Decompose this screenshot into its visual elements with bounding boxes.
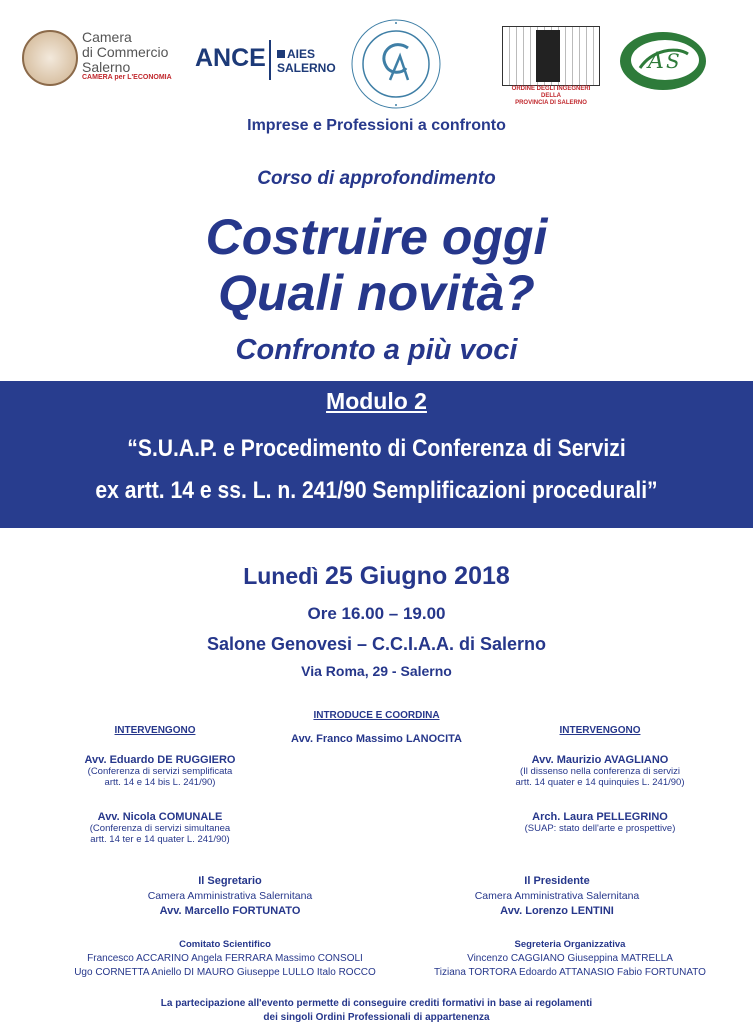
right-speaker-1: Avv. Maurizio AVAGLIANO (Il dissenso nella conferenza di servizi artt. 14 quater e 14 quinquies L. 241/90) [515,754,685,788]
secretary-block: Il Segretario Camera Amministrativa Salernitana Avv. Marcello FORTUNATO [147,875,313,917]
svg-text:S: S [666,49,680,73]
center-heading: INTRODUCE E COORDINA [313,710,440,721]
svg-text:A: A [648,49,664,74]
camera-amministrativa-logo [350,18,442,110]
camera-logo-subtitle: CAMERA per L'ECONOMIA [82,74,172,81]
as-logo [618,30,708,92]
president-block: Il Presidente Camera Amministrativa Salernitana Avv. Lorenzo LENTINI [474,875,640,917]
ordine-pillar-icon [536,30,560,82]
footer-line1: La partecipazione all'evento permette di conseguire crediti formativi in base ai regolamenti [160,998,593,1009]
module-label: Modulo 2 [326,388,427,414]
organizing-secretariat: Segreteria Organizzativa Vincenzo CAGGIANO Giuseppina MATRELLA Tiziana TORTORA Edoardo ATTANASIO Fabio FORTUNATO [434,939,706,978]
main-title-line2: Quali novità? [218,265,535,321]
footer-line2: dei singoli Ordini Professionali di appartenenza [263,1012,490,1023]
left-speaker-1: Avv. Eduardo DE RUGGIERO (Conferenza di servizi semplificata artt. 14 e 14 bis L. 241/90) [84,754,236,788]
scientific-committee: Comitato Scientifico Francesco ACCARINO Angela FERRARA Massimo CONSOLI Ugo CORNETTA Aniello DI MAURO Giuseppe LULLO Italo ROCCO [74,939,376,978]
ance-text: ANCE [195,44,266,72]
main-title-line1: Costruire oggi [205,209,548,265]
camera-seal-icon [22,30,78,86]
aies-text: AIES SALERNO [277,47,336,75]
event-venue: Salone Genovesi – C.C.I.A.A. di Salerno [206,634,547,654]
coordinator-name: Avv. Franco Massimo LANOCITA [291,733,462,745]
course-label: Corso di approfondimento [257,168,496,189]
module-topic-line1: “S.U.A.P. e Procedimento di Conferenza di Servizi [127,435,626,462]
as-emblem-icon [618,30,708,92]
subtitle: Confronto a più voci [235,334,518,366]
tagline: Imprese e Professioni a confronto [247,117,506,134]
left-heading: INTERVENGONO [114,725,196,736]
event-hours: Ore 16.00 – 19.00 [307,604,446,623]
camera-amministrativa-seal-icon [350,18,442,110]
module-topic-line2: ex artt. 14 e ss. L. n. 241/90 Semplificazioni procedurali” [95,477,658,504]
left-speaker-2: Avv. Nicola COMUNALE (Conferenza di servizi simultanea artt. 14 ter e 14 quater L. 241/90) [89,811,231,845]
camera-commercio-logo [22,28,182,88]
ordine-ingegneri-logo [500,26,602,108]
ance-aies-logo [195,44,335,84]
event-address: Via Roma, 29 - Salerno [301,663,452,679]
ordine-caption: ORDINE DEGLI INGEGNERI DELLA PROVINCIA DI SALERNO [511,86,591,106]
event-date: Lunedì 25 Giugno 2018 [243,562,510,590]
right-heading: INTERVENGONO [559,725,641,736]
camera-logo-text: Camera di Commercio Salerno [82,29,169,75]
logo-divider [269,40,271,80]
right-speaker-2: Arch. Laura PELLEGRINO (SUAP: stato dell'arte e prospettive) [524,811,676,834]
